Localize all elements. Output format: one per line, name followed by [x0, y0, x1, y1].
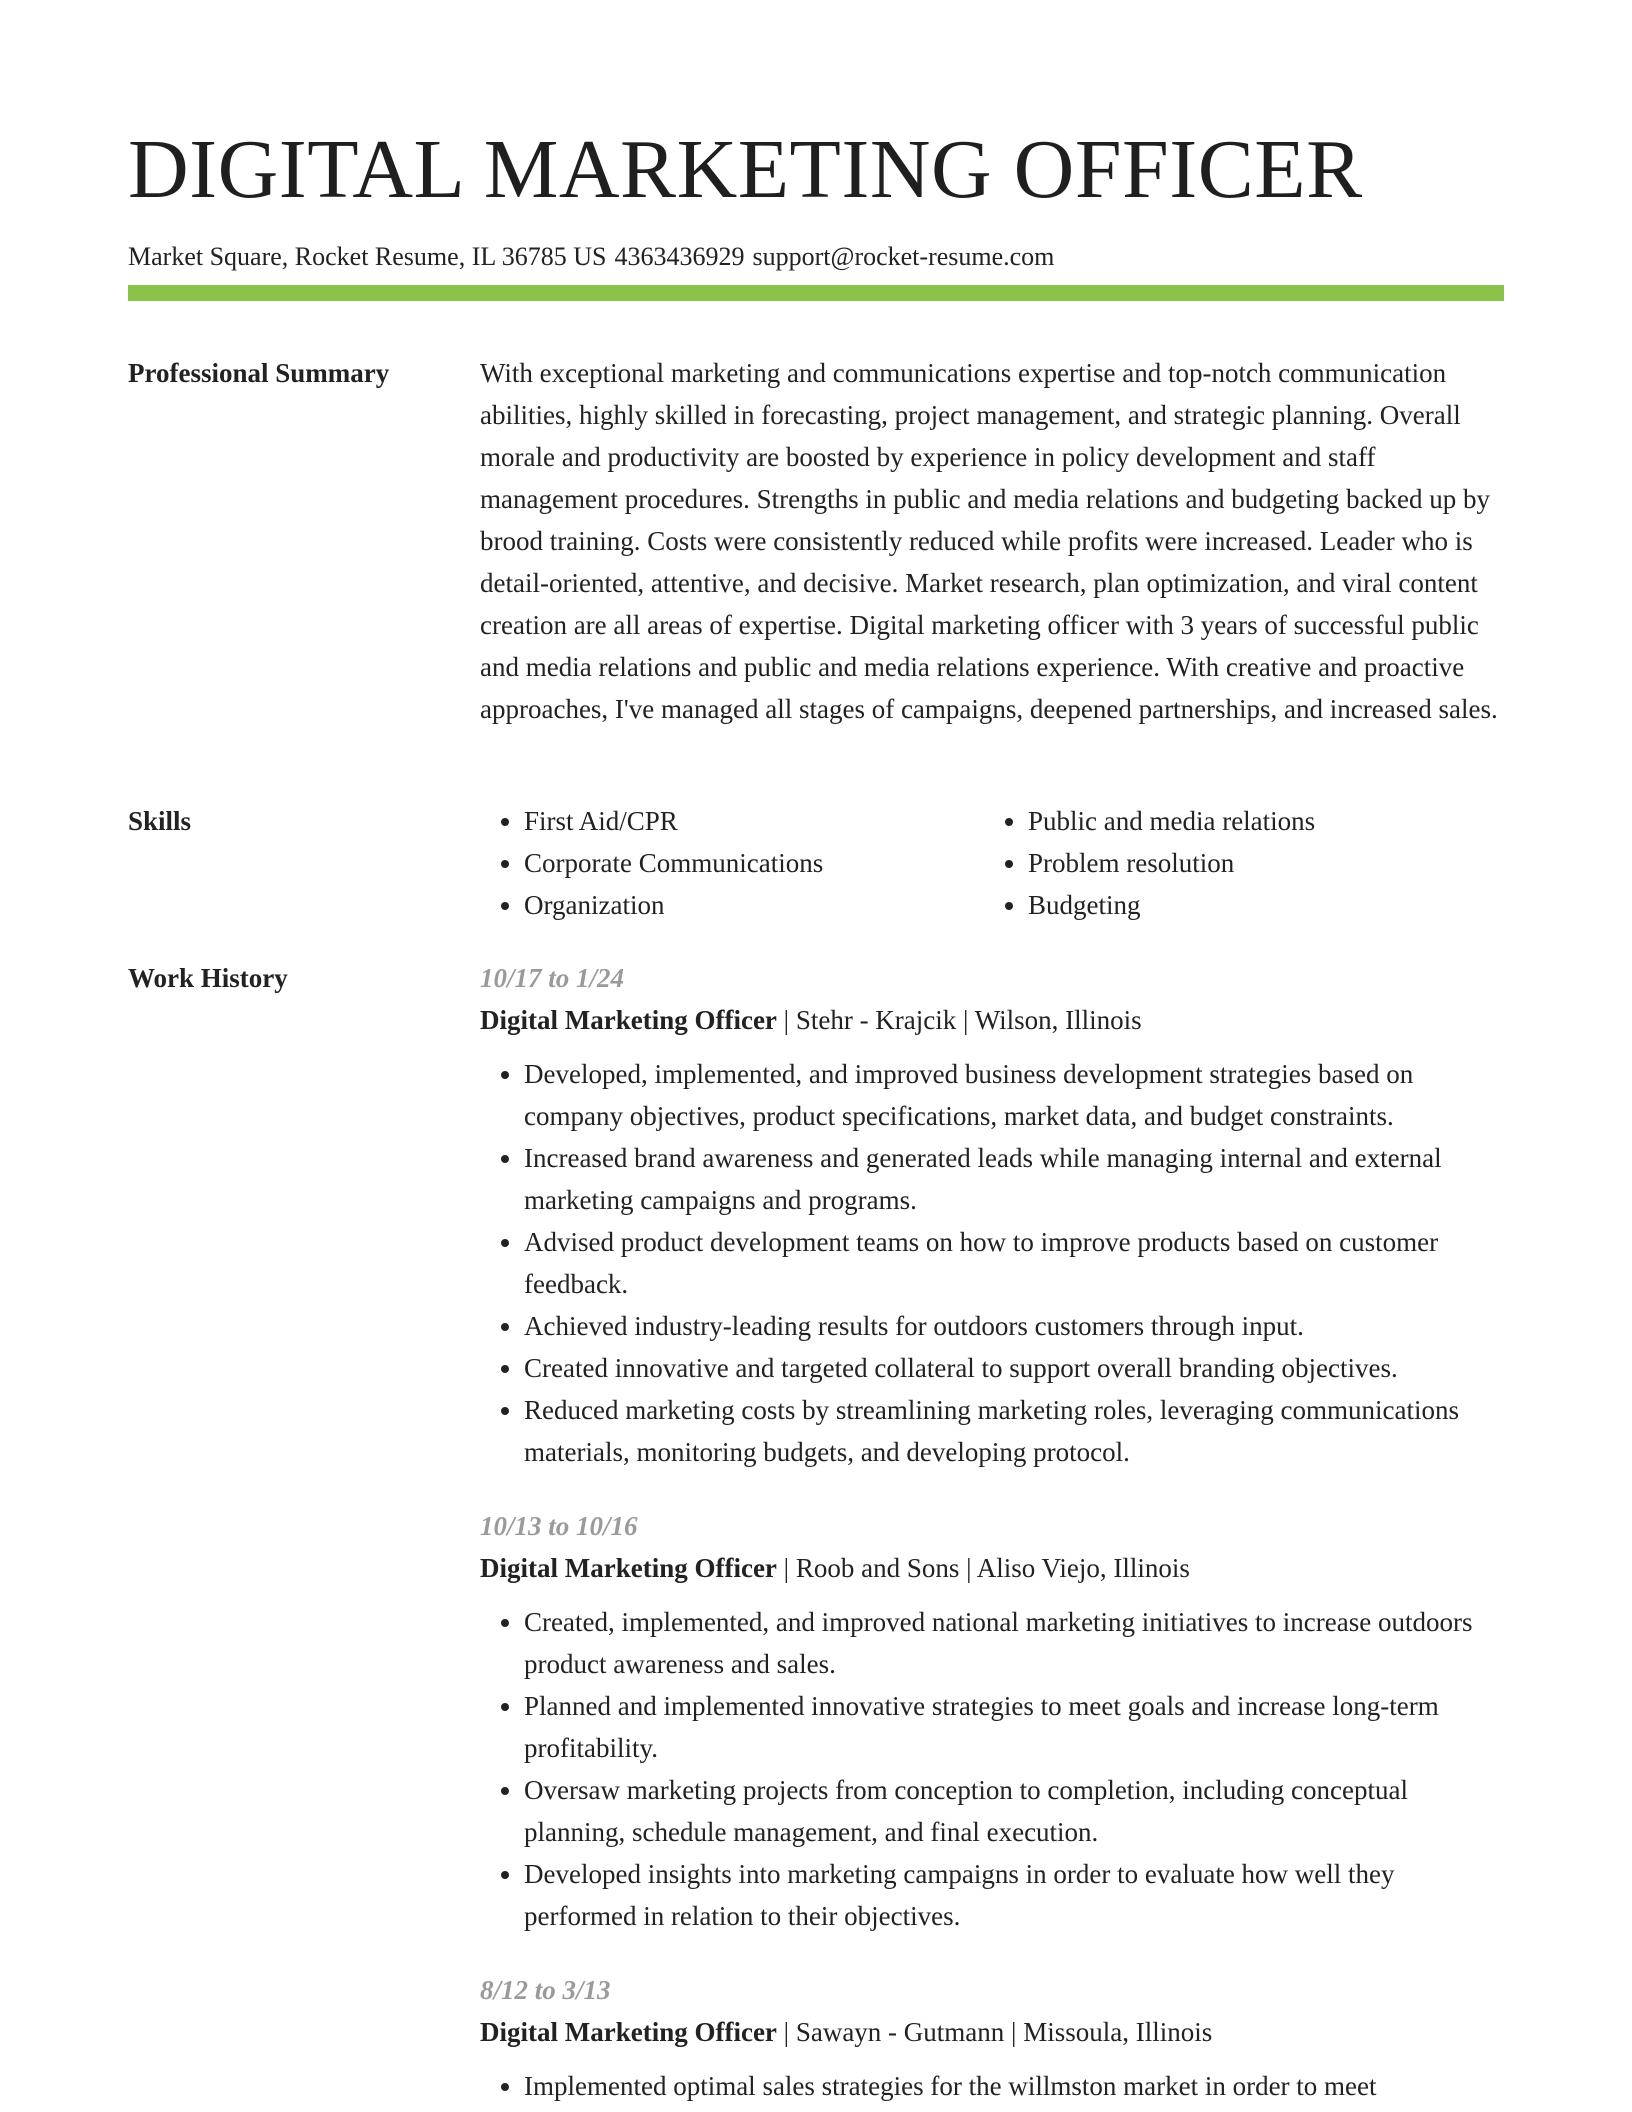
contact-email: support@rocket-resume.com	[752, 242, 1055, 271]
job-dates: 8/12 to 3/13	[480, 1975, 611, 2005]
list-item: • Public and media relations	[1028, 800, 1488, 842]
separator: |	[959, 1553, 977, 1583]
work-history-list	[480, 957, 1504, 2107]
list-item: • Planned and implemented innovative strategies to meet goals and increase long-term profitability.	[524, 1685, 1504, 1769]
job-location: Wilson, Illinois	[974, 1005, 1142, 1035]
job-company: Stehr - Krajcik	[795, 1005, 957, 1035]
list-item: • Developed insights into marketing campaigns in order to evaluate how well they performed in relation to their objectives.	[524, 1853, 1504, 1937]
list-item: • Created innovative and targeted collateral to support overall branding objectives.	[524, 1347, 1504, 1389]
contact-line	[128, 240, 1504, 274]
job-entry	[480, 1505, 1504, 1937]
separator: |	[776, 1553, 796, 1583]
list-item: • Implemented optimal sales strategies for the willmston market in order to meet	[524, 2065, 1504, 2107]
candidate-name: DIGITAL MARKETING OFFICER	[128, 123, 1363, 216]
job-company: Sawayn - Gutmann	[795, 2017, 1005, 2047]
list-item: • Advised product development teams on how to improve products based on customer feedback.	[524, 1221, 1504, 1305]
skills-label: Skills	[128, 806, 192, 836]
work-history-label: Work History	[128, 963, 288, 993]
list-item: • Increased brand awareness and generated leads while managing internal and external marketing campaigns and programs.	[524, 1137, 1504, 1221]
list-item: • Corporate Communications	[524, 842, 984, 884]
separator: |	[956, 1005, 975, 1035]
job-title-line	[480, 2011, 1504, 2053]
job-title: Digital Marketing Officer	[480, 2017, 777, 2047]
list-item: • Organization	[524, 884, 984, 926]
job-title: Digital Marketing Officer	[480, 1553, 777, 1583]
list-item: • Problem resolution	[1028, 842, 1488, 884]
job-title-line	[480, 999, 1504, 1041]
job-bullets	[480, 1601, 1504, 1937]
list-item: • Achieved industry-leading results for outdoors customers through input.	[524, 1305, 1504, 1347]
job-title: Digital Marketing Officer	[480, 1005, 777, 1035]
summary-text: With exceptional marketing and communications expertise and top-notch communication abilities, highly skilled in forecasting, project management, and strategic planning. Overall morale and productivity are boosted by experience in policy development and staff management procedures. Strengths in public and media relations and budgeting backed up by brood training. Costs were consistently reduced while profits were increased. Leader who is detail-oriented, attentive, and decisive. Market research, plan optimization, and viral content creation are all areas of expertise. Digital marketing officer with 3 years of successful public and media relations and public and media relations experience. With creative and proactive approaches, I've managed all stages of campaigns, deepened partnerships, and increased sales.	[480, 358, 1498, 724]
skills-column-left	[480, 800, 984, 926]
list-item: • Reduced marketing costs by streamlining marketing roles, leveraging communications materials, monitoring budgets, and developing protocol.	[524, 1389, 1504, 1473]
list-item: • Oversaw marketing projects from conception to completion, including conceptual planning, schedule management, and final execution.	[524, 1769, 1504, 1853]
separator: |	[776, 1005, 796, 1035]
summary-label: Professional Summary	[128, 358, 390, 388]
job-title-line	[480, 1547, 1504, 1589]
skills-list	[480, 800, 1504, 926]
summary-body	[480, 352, 1504, 730]
job-bullets	[480, 1053, 1504, 1473]
job-location: Missoula, Illinois	[1023, 2017, 1213, 2047]
separator: |	[1004, 2017, 1024, 2047]
contact-phone: 4363436929	[614, 242, 745, 271]
job-entry	[480, 1969, 1504, 2107]
skills-column-right	[984, 800, 1488, 926]
resume-header	[128, 118, 1504, 274]
list-item: • Budgeting	[1028, 884, 1488, 926]
list-item: • First Aid/CPR	[524, 800, 984, 842]
header-divider	[128, 285, 1504, 301]
job-dates: 10/13 to 10/16	[480, 1511, 638, 1541]
job-location: Aliso Viejo, Illinois	[976, 1553, 1190, 1583]
job-company: Roob and Sons	[795, 1553, 960, 1583]
job-bullets	[480, 2065, 1504, 2107]
job-entry	[480, 957, 1504, 1473]
separator: |	[776, 2017, 796, 2047]
job-dates: 10/17 to 1/24	[480, 963, 625, 993]
list-item: • Developed, implemented, and improved business development strategies based on company objectives, product specifications, market data, and budget constraints.	[524, 1053, 1504, 1137]
contact-address: Market Square, Rocket Resume, IL 36785 US	[128, 242, 607, 271]
list-item: • Created, implemented, and improved national marketing initiatives to increase outdoors product awareness and sales.	[524, 1601, 1504, 1685]
